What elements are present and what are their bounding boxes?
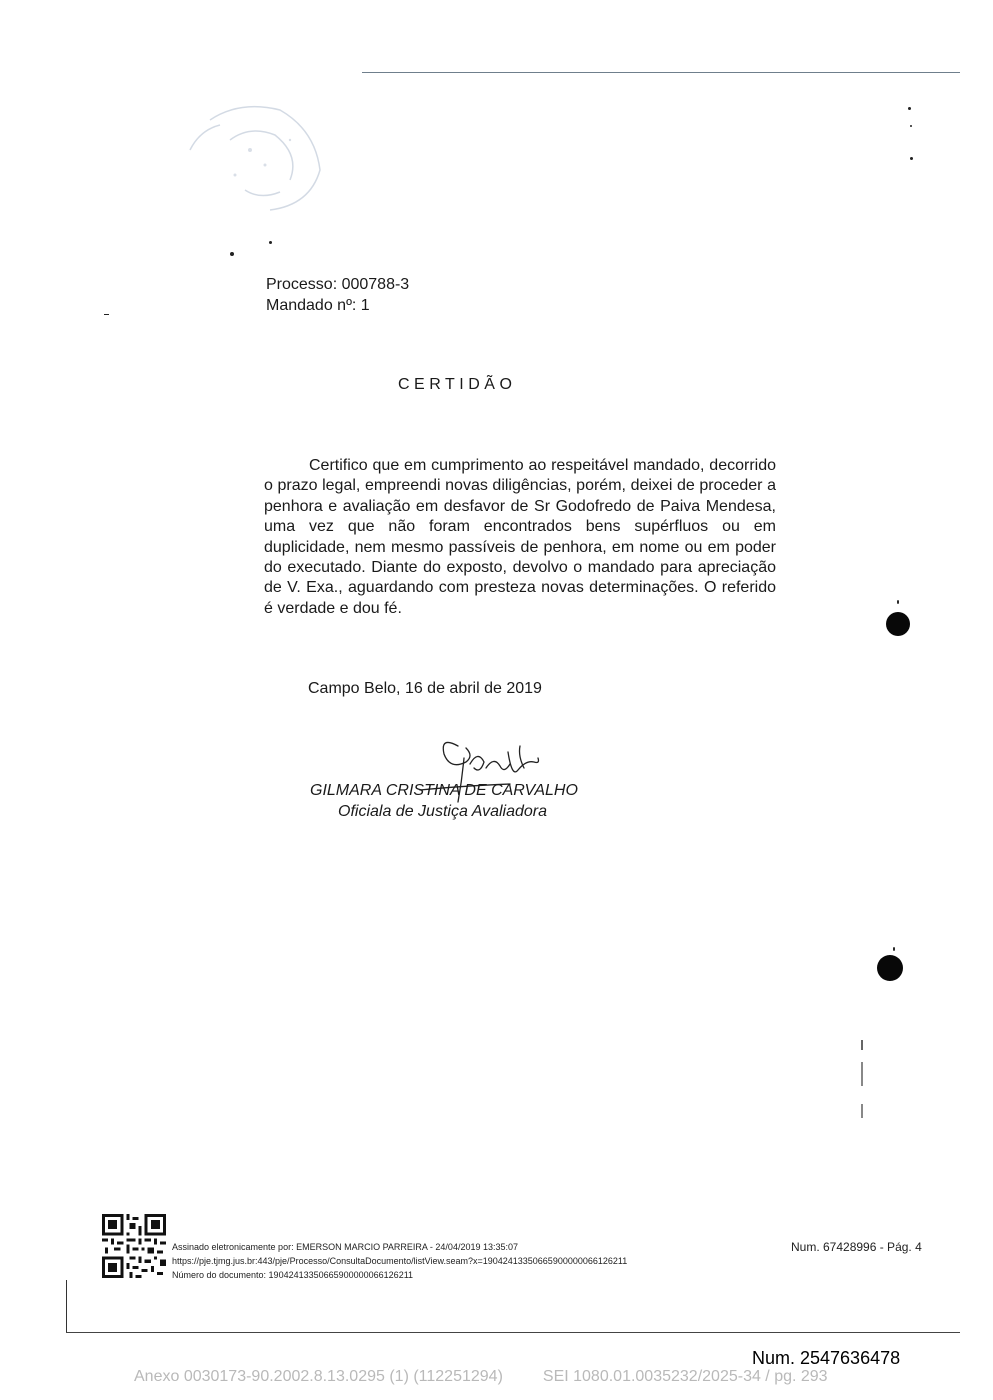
document-header [266, 274, 409, 316]
place-date: Campo Belo, 16 de abril de 2019 [308, 680, 542, 697]
scan-speck [910, 157, 913, 160]
scan-speck [104, 314, 109, 315]
verification-url[interactable]: https://pje.tjmg.jus.br:443/pje/Processo/ConsultaDocumento/listView.seam?x=19042413350665900000066126211 [172, 1256, 628, 1266]
sei-process-reference: SEI 1080.01.0035232/2025-34 / pg. 293 [542, 1368, 828, 1385]
scan-speck [269, 241, 272, 244]
scan-speck [897, 600, 899, 604]
scan-speck [908, 107, 911, 110]
scan-speck [861, 1062, 863, 1086]
scan-speck [861, 1040, 863, 1050]
scan-edge-left [66, 1280, 67, 1332]
document-number: Número do documento: 19042413350665900000066126211 [172, 1270, 414, 1280]
page-number: Num. 67428996 - Pág. 4 [791, 1240, 922, 1254]
sei-footer [134, 1368, 828, 1386]
faded-stamp [150, 80, 330, 230]
certificate-body [264, 456, 776, 619]
scan-speck [910, 125, 912, 127]
scan-speck [230, 252, 234, 256]
qr-code-icon [102, 1214, 166, 1278]
signer-role: Oficiala de Justiça Avaliadora [338, 803, 547, 820]
document-title: CERTIDÃO [398, 376, 517, 393]
processo-number: Processo: 000788-3 [266, 276, 410, 293]
electronic-signature-info [172, 1240, 627, 1282]
punch-hole-bottom [877, 955, 903, 981]
scan-speck [861, 1104, 863, 1118]
sei-document-number: Num. 2547636478 [752, 1348, 901, 1368]
mandado-number: Mandado nº: 1 [266, 297, 370, 314]
punch-hole-top [886, 612, 910, 636]
scan-edge-bottom [66, 1332, 960, 1333]
anexo-reference: Anexo 0030173-90.2002.8.13.0295 (1) (112251294) [134, 1368, 503, 1385]
certificate-paragraph: Certifico que em cumprimento ao respeitável mandado, decorrido o prazo legal, empreendi novas diligências, porém, deixei de proceder a penhora e avaliação em desfavor de Sr Godofredo de Paiva Mendesa, uma vez que não foram encontrados bens supérfluos ou em duplicidade, nem mesmo passíveis de penhora, em nome ou em poder do executado. Diante do exposto, devolvo o mandado para apreciação de V. Exa., aguardando com presteza novas determinações. O referido é verdade e dou fé. [264, 457, 776, 617]
scan-edge-top [362, 72, 960, 73]
signed-by: Assinado eletronicamente por: EMERSON MARCIO PARREIRA - 24/04/2019 13:35:07 [172, 1242, 518, 1252]
signer-name: GILMARA CRISTINA DE CARVALHO [310, 782, 578, 799]
scan-speck [893, 947, 895, 951]
